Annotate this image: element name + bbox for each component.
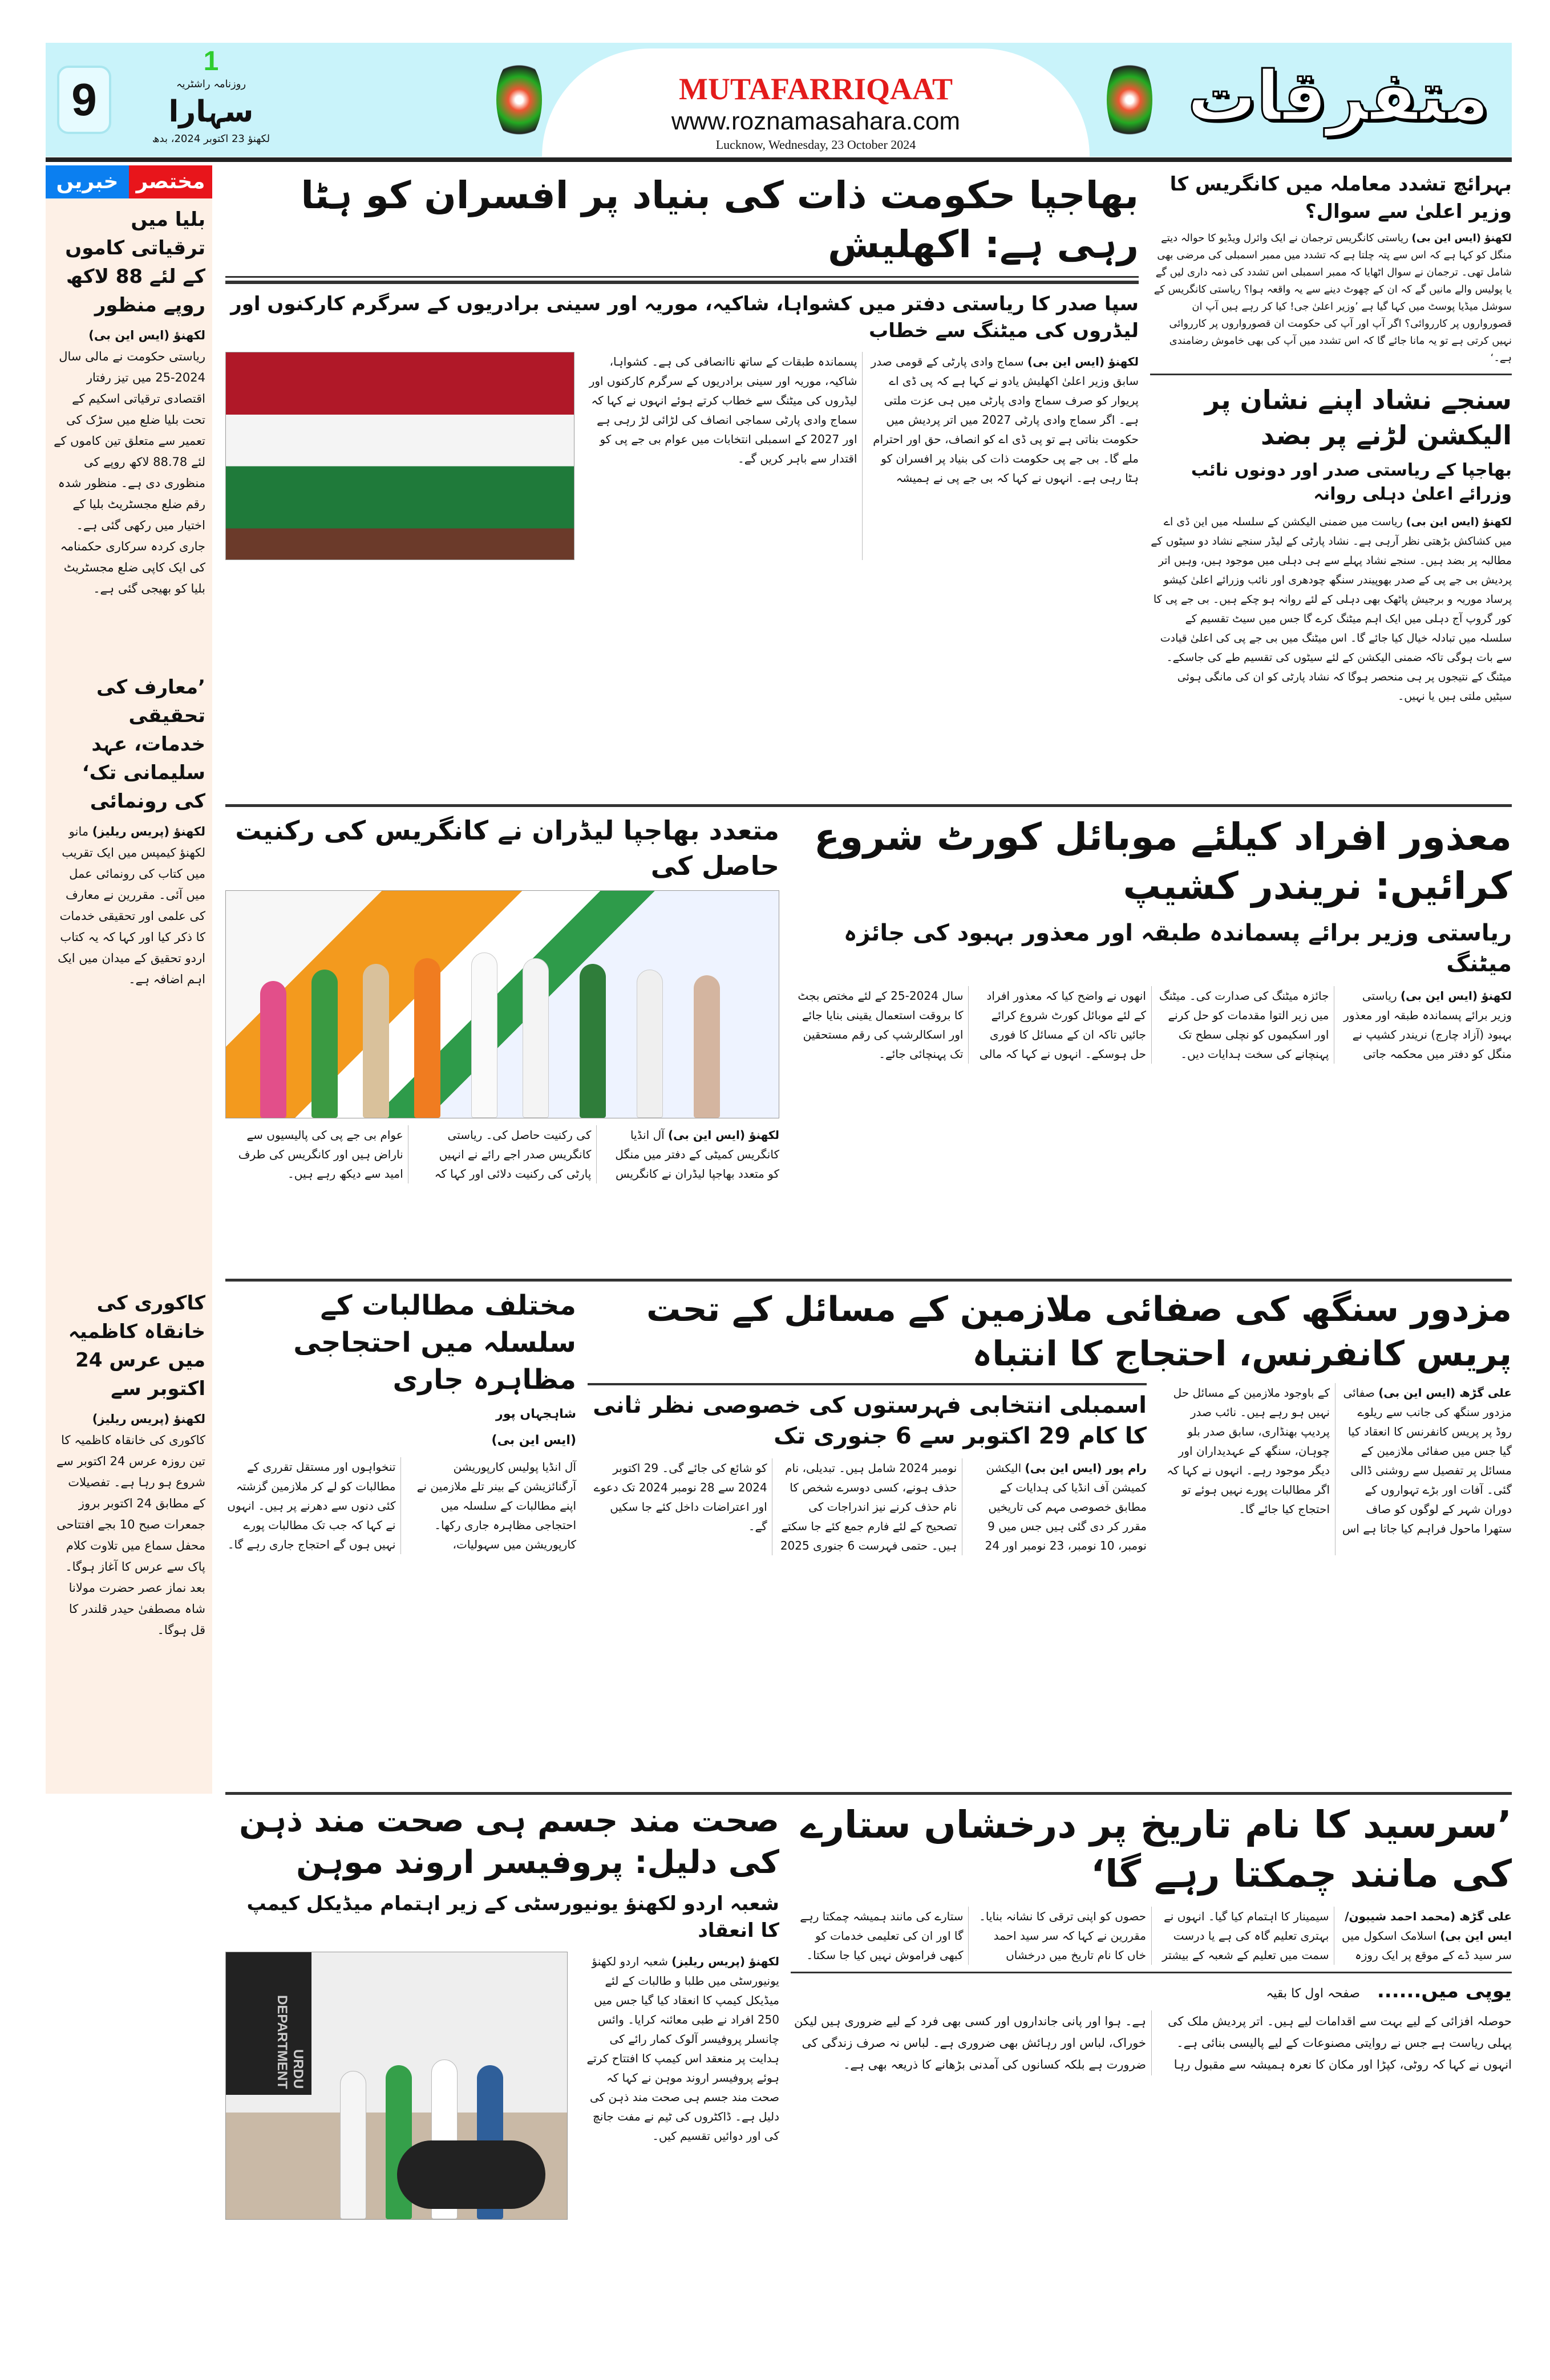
akhilesh-meeting-photo — [225, 352, 574, 560]
article-sanjay-nishad — [1150, 382, 1512, 706]
article-sir-syed — [791, 1801, 1512, 1965]
paper-logo — [126, 47, 297, 153]
article-subtitle: بھاجپا کے ریاستی صدر اور دونوں نائب وزرائے اعلیٰ دہلی روانہ — [1191, 460, 1512, 505]
section-title-urdu: متفرقات — [1187, 57, 1489, 136]
article-protest-shahjahanpur — [225, 1287, 576, 1783]
english-date: Lucknow, Wednesday, 23 October 2024 — [715, 137, 916, 152]
article-body: ریاست میں ضمنی الیکشن کے سلسلہ میں این ڈی اے میں کشاکش بڑھتی نظر آرہی ہے۔ نشاد پارٹی کے لیڈر سنجے نشاد دو سیٹوں کے مطالبہ پر بضد ہیں۔ سنجے نشاد پہلے سے ہی دہلی میں موجود ہیں، وہیں اتر پردیش بی جے پی کے صدر بھوپیندر سنگھ چودھری اور نائب وزرائے اعلیٰ کیشو پرساد موریہ و برجیش پاٹھک بھی دہلی کے لئے روانہ ہو چکے ہیں۔ بی جے پی کا کور گروپ آج دہلی میں ایک اہم میٹنگ کرے گا جس میں سیٹ تقسیم کے سلسلہ میں تبادلہ خیال کیا جائے گا۔ اس میٹنگ میں بی جے پی کی اعلیٰ قیادت سے بات ہوگی تاکہ ضمنی الیکشن کے لئے سیٹوں کی تقسیم طے کی جاسکے۔ میٹنگ کے نتیجوں پر ہی منحصر ہوگا کہ نشاد پارٹی کو ان کی مانگی ہوئی سیٹیں ملتی ہیں یا نہیں۔ — [1151, 516, 1512, 703]
headline: متعدد بھاجپا لیڈران نے کانگریس کی رکنیت حاصل کی — [235, 815, 779, 882]
headline: بھاجپا حکومت ذات کی بنیاد پر افسران کو ہٹا رہی ہے: اکھلیش — [301, 173, 1139, 266]
article-body: شعبہ اردو لکھنؤ یونیورسٹی میں طلبا و طالبات کے لئے میڈیکل کیمپ کا انعقاد کیا گیا جس میں 250 افراد نے طبی معائنہ کرایا۔ وائس چانسلر پروفیسر آلوک کمار رائے کی ہدایت پر منعقد اس کیمپ کا افتتاح کرتے ہوئے پروفیسر اروند موہن نے کہا کہ صحت مند جسم ہی صحت مند ذہن کی دلیل ہے۔ ڈاکٹروں کی ٹیم نے مفت جانچ کی اور دوائیں تقسیم کیں۔ — [586, 1954, 779, 2143]
article-akhilesh — [225, 171, 1139, 795]
sunburst-ornament-icon — [496, 57, 542, 143]
photo-sign: URDU DEPARTMENT — [226, 1952, 311, 2095]
congress-joining-photo — [225, 890, 779, 1118]
brief-article — [46, 1282, 212, 1652]
label-brief: مختصر — [129, 165, 212, 198]
headline: مزدور سنگھ کی صفائی ملازمین کے مسائل کے تحت پریس کانفرنس، احتجاج کا انتباہ — [646, 1290, 1512, 1374]
page-number: 9 — [57, 66, 111, 134]
masthead — [46, 43, 1512, 157]
place-label: شاہجہاں پور — [496, 1407, 576, 1422]
logo-digit: 1 — [203, 46, 219, 76]
brief-article — [46, 666, 212, 1282]
article-body: صفائی مزدور سنگھ کی جانب سے ریلوے روڈ پر پریس کانفرنس کا انعقاد کیا گیا جس میں صفائی ملازمین کے مسائل پر تفصیل سے روشنی ڈالی گئی۔ آفات اور بڑے تہواروں کے دوران شہر کے لوگوں کو صاف ستھرا ماحول فراہم کیا جاتا ہے اس کے باوجود ملازمین کے مسائل حل نہیں ہو رہے ہیں۔ نائب صدر پردیپ بھنڈاری، سابق صدر بلو چوہان، سنگھ کے عہدیداران اور دیگر موجود رہے۔ انہوں نے کہا کہ اگر مطالبات پورے نہیں ہوئے تو احتجاج کیا جائے گا۔ — [1167, 1386, 1512, 1535]
dateline: لکھنؤ (ایس این بی) — [1401, 988, 1512, 1003]
article-title: سنجے نشاد اپنے نشان پر الیکشن لڑنے پر بضد — [1204, 384, 1512, 451]
article-title: کاکوری کی خانقاہ کاظمیہ میں عرس 24 اکتوبر سے — [68, 1292, 205, 1400]
dateline: لکھنؤ (پریس ریلیز) — [92, 1412, 205, 1426]
article-safai-mazdoor — [588, 1287, 1512, 1783]
dateline: علی گڑھ (ایس این بی) — [1378, 1386, 1512, 1400]
article-congress-membership — [225, 813, 779, 1270]
sunburst-ornament-icon — [1107, 57, 1152, 143]
title-arch — [542, 48, 1090, 157]
article-title: بہرائچ تشدد معاملہ میں کانگریس کا وزیر اعلیٰ سے سوال؟ — [1169, 173, 1512, 223]
brief-article — [46, 198, 212, 666]
section-third — [225, 1282, 1512, 1795]
article-title: اسمبلی انتخابی فہرستوں کی خصوصی نظر ثانی کا کام 29 اکتوبر سے 6 جنوری تک — [593, 1392, 1147, 1449]
dateline: لکھنؤ (ایس این بی) — [1406, 516, 1512, 529]
article-body: ریاستی کانگریس ترجمان نے ایک وائرل ویڈیو کا حوالہ دیتے منگل کو کہا ہے کہ اس سے پتہ چلتا ہے کہ تشدد میں ممبر اسمبلی کی مرضی بھی شامل تھی۔ ترجمان نے سوال اٹھایا کہ ممبر اسمبلی اس تشدد کی ذمہ داری لیں گے یا پولیس والے مانیں گے کہ ان کے چھوٹ دینے سے یہ واقعہ ہوا؟ ریاستی کانگریس کے سوشل میڈیا پوسٹ میں کہا گیا ہے ’وزیر اعلیٰ جی! کیا کر رہے ہیں آپ ان قصورواروں پر کارروائی؟ اگر آپ اور آپ کی حکومت ان قصورواروں پر کارروائی نہیں کرتی ہے تو یہ مانا جائے گا کہ اس تشدد میں آپ کی بھی خاموش رضامندی ہے۔‘ — [1154, 232, 1512, 364]
article-body: سماج وادی پارٹی کے قومی صدر سابق وزیر اعلیٰ اکھلیش یادو نے کہا ہے کہ پی ڈی اے پریوار کو صرف سماج وادی پارٹی میں ہی عزت ملتی ہے۔ اگر سماج وادی پارٹی 2027 میں اتر پردیش میں حکومت بناتی ہے تو پی ڈی اے کو انصاف، حق اور احترام ملے گا۔ بی جے پی حکومت ذات کی بنیاد پر افسران کو ہٹا رہی ہے۔ انہوں نے کہا کہ بی جے پی نے ہمیشہ پسماندہ طبقات کے ساتھ ناانصافی کی ہے۔ کشواہا، شاکیہ، موریہ اور سینی برادریوں کے سرگرم کارکنوں اور لیڈروں کی میٹنگ سے خطاب کرتے ہوئے انہوں نے کہا کہ سماج وادی پارٹی سماجی انصاف کی لڑائی لڑ رہی ہے اور 2027 کے اسمبلی انتخابات میں عوام بی جے پی کو اقتدار سے باہر کریں گے۔ — [589, 354, 1139, 485]
website-link[interactable]: www.roznamasahara.com — [671, 107, 961, 135]
article-medical-camp — [225, 1801, 779, 2220]
article-bahraich — [1150, 171, 1512, 367]
article-body: مانو لکھنؤ کیمپس میں ایک تقریب میں کتاب کی رونمائی عمل میں آئی۔ مقررین نے معارف کی علمی اور تحقیقی خدمات کا ذکر کیا اور کہا کہ یہ کتاب اردو تحقیق کے میدان میں ایک اہم اضافہ ہے۔ — [58, 825, 205, 986]
dateline: رام پور (ایس این بی) — [1025, 1461, 1147, 1475]
headline: ’سرسید کا نام تاریخ پر درخشاں ستارے کی مانند چمکتا رہے گا‘ — [800, 1803, 1512, 1896]
article-electoral-rolls — [588, 1383, 1147, 1555]
article-body: اسلامک اسکول میں سر سید ڈے کے موقع پر ایک روزہ سیمینار کا اہتمام کیا گیا۔ انہوں نے بہتری تعلیم گاہ کی ہے یا درست سمت میں تعلیم کے شعبہ کے بیشتر حصوں کو اپنی ترقی کا نشانہ بنایا۔ مقررین نے کہا کہ سر سید احمد خاں کا نام تاریخ میں درخشاں ستارے کی مانند ہمیشہ چمکتا رہے گا اور ان کی تعلیمی خدمات کو کبھی فراموش نہیں کیا جا سکتا۔ — [800, 1909, 1512, 1962]
paper-name: سہارا — [168, 95, 254, 129]
section-fourth — [225, 1795, 1512, 2229]
right-column — [1150, 171, 1512, 795]
article-body: ریاستی حکومت نے مالی سال 2024-25 میں تیز رفتار اقتصادی ترقیاتی اسکیم کے تحت بلیا ضلع میں سڑک کی تعمیر سے متعلق تین کاموں کے لئے 88.78 لاکھ روپے کی منظوری دی ہے۔ منظور شدہ رقم ضلع مجسٹریٹ بلیا کے اختیار میں رکھی گئی ہے۔ جاری کردہ سرکاری حکمنامہ کی ایک کاپی ضلع مجسٹریٹ بلیا کو بھیجی گئی ہے۔ — [54, 350, 205, 595]
section-top — [225, 165, 1512, 807]
medical-camp-photo — [225, 1952, 568, 2220]
article-subtitle: سپا صدر کا ریاستی دفتر میں کشواہا، شاکیہ، موریہ اور سینی برادریوں کے سرگرم کارکنوں اور لیڈروں کی میٹنگ سے خطاب — [230, 292, 1139, 343]
headline: صحت مند جسم ہی صحت مند ذہن کی دلیل: پروفیسر اروند موہن — [239, 1802, 779, 1881]
article-title: بلیا میں ترقیاتی کاموں کے لئے 88 لاکھ روپے منظور — [65, 208, 205, 317]
article-body: ریاستی وزیر برائے پسماندہ طبقہ اور معذور بہبود (آزاد چارج) نریندر کشیپ نے منگل کو دفتر میں محکمہ جاتی جائزہ میٹنگ کی صدارت کی۔ میٹنگ میں زیر التوا مقدمات کو حل کرنے اور اسکیموں کو نچلی سطح تک پہنچانے کی سخت ہدایات دیں۔ انھوں نے واضح کیا کہ معذور افراد کے لئے موبائل کورٹ شروع کرائے جائیں تاکہ ان کے مسائل کا فوری حل ہوسکے۔ انہوں نے کہا کہ مالی سال 2024-25 کے لئے مختص بجٹ کا بروقت استعمال یقینی بنایا جائے اور اسکالرشپ کی رقم مستحقین تک پہنچائی جائے۔ — [798, 988, 1512, 1061]
label-news: خبریں — [46, 165, 129, 198]
article-body: حوصلہ افزائی کے لیے بہت سے اقدامات لیے ہیں۔ اتر پردیش ملک کی پہلی ریاست ہے جس نے روایتی مصنوعات کے لیے پالیسی بنائی ہے۔ انہوں نے کہا کہ روٹی، کپڑا اور مکان کا نعرہ ہمیشہ سے مقبول رہا ہے۔ ہوا اور پانی جانداروں اور کسی بھی فرد کے لیے ضروری ہیں لیکن خوراک، لباس اور رہائش بھی ضروری ہے۔ لباس نہ صرف زندگی کی ضرورت ہے بلکہ کسانوں کی آمدنی بڑھانے کا ذریعہ بھی ہے۔ — [794, 2014, 1512, 2072]
brief-news-sidebar — [46, 165, 212, 1794]
continuation-title: یوپی میں...... — [1377, 1979, 1512, 2002]
brief-news-label — [46, 165, 212, 198]
article-continuation — [791, 1972, 1512, 2076]
dateline: علی گڑھ (محمد احمد شیبون/ ایس این بی) — [1345, 1909, 1512, 1943]
right-column — [791, 1801, 1512, 2220]
article-body: الیکشن کمیشن آف انڈیا کی ہدایات کے مطابق خصوصی مہم کی تاریخیں مقرر کر دی گئی ہیں جس میں 9 نومبر، 10 نومبر، 23 نومبر اور 24 نومبر 2024 شامل ہیں۔ تبدیلی، نام حذف ہونے، کسی دوسرے شخص کا نام حذف کرنے نیز اندراجات کی تصحیح کے لئے فارم جمع کئے جا سکتے ہیں۔ حتمی فہرست 6 جنوری 2025 کو شائع کی جائے گی۔ 29 اکتوبر 2024 سے 28 نومبر 2024 تک دعوے اور اعتراضات داخل کئے جا سکیں گے۔ — [593, 1461, 1147, 1552]
paper-date: لکھنؤ 23 اکتوبر 2024، بدھ — [152, 133, 270, 145]
dateline: لکھنؤ (ایس این بی) — [668, 1128, 779, 1142]
article-body: کاکوری کی خانقاہ کاظمیہ کا تین روزہ عرس 24 اکتوبر سے شروع ہو رہا ہے۔ تفصیلات کے مطابق 24 اکتوبر بروز جمعرات صبح 10 بجے افتتاحی محفل سماع میں تلاوت کلام پاک سے عرس کا آغاز ہوگا۔ بعد نماز عصر حضرت مولانا شاہ مصطفیٰ حیدر قلندر کا قل ہوگا۔ — [56, 1433, 205, 1637]
article-body: آل انڈیا پولیس کارپوریشن آرگنائزیشن کے بینر تلے ملازمین نے اپنے مطالبات کے سلسلہ میں احتجاجی مظاہرہ جاری رکھا۔ کارپوریشن میں سہولیات، تنخواہوں اور مستقل تقرری کے مطالبات کو لے کر ملازمین گزشتہ کئی دنوں سے دھرنے پر ہیں۔ انہوں نے کہا کہ جب تک مطالبات پورے نہیں ہوں گے احتجاج جاری رہے گا۔ — [227, 1460, 576, 1552]
section-english-title: MUTAFARRIQAAT — [679, 72, 953, 106]
motorcycle — [397, 2140, 545, 2209]
section-second — [225, 807, 1512, 1282]
main-content — [225, 165, 1512, 2229]
article-body: آل انڈیا کانگریس کمیٹی کے دفتر میں منگل کو متعدد بھاجپا لیڈران نے کانگریس کی رکنیت حاصل کی۔ ریاستی کانگریس صدر اجے رائے نے انہیں پارٹی کی رکنیت دلائی اور کہا کہ عوام بی جے پی کی پالیسیوں سے ناراض ہیں اور کانگریس کی طرف امید سے دیکھ رہے ہیں۔ — [238, 1128, 779, 1181]
dateline: لکھنؤ (پریس ریلیز) — [671, 1954, 779, 1968]
dateline: لکھنؤ (ایس این بی) — [1411, 232, 1512, 245]
paper-tagline: روزنامہ راشٹریہ — [176, 78, 246, 90]
article-disabled-mobile-court — [791, 813, 1512, 1270]
dateline: (ایس این بی) — [491, 1433, 576, 1448]
dateline: لکھنؤ (پریس ریلیز) — [92, 825, 205, 838]
header-rule — [46, 157, 1512, 162]
article-subtitle: شعبہ اردو لکھنؤ یونیورسٹی کے زیر اہتمام میڈیکل کیمپ کا انعقاد — [246, 1892, 779, 1943]
dateline: لکھنؤ (ایس این بی) — [88, 329, 205, 342]
dateline: لکھنؤ (ایس این بی) — [1027, 354, 1139, 368]
article-title: ’معارف کی تحقیقی خدمات، عہد سلیمانی تک‘ کی رونمائی — [82, 676, 205, 813]
headline: مختلف مطالبات کے سلسلہ میں احتجاجی مظاہرہ جاری — [293, 1290, 576, 1396]
article-subtitle: ریاستی وزیر برائے پسماندہ طبقہ اور معذور بہبود کی جائزہ میٹنگ — [844, 919, 1512, 977]
headline: معذور افراد کیلئے موبائل کورٹ شروع کرائیں: نریندر کشیپ — [814, 815, 1512, 908]
continuation-page-ref: صفحہ اول کا بقیہ — [1266, 1986, 1360, 2001]
